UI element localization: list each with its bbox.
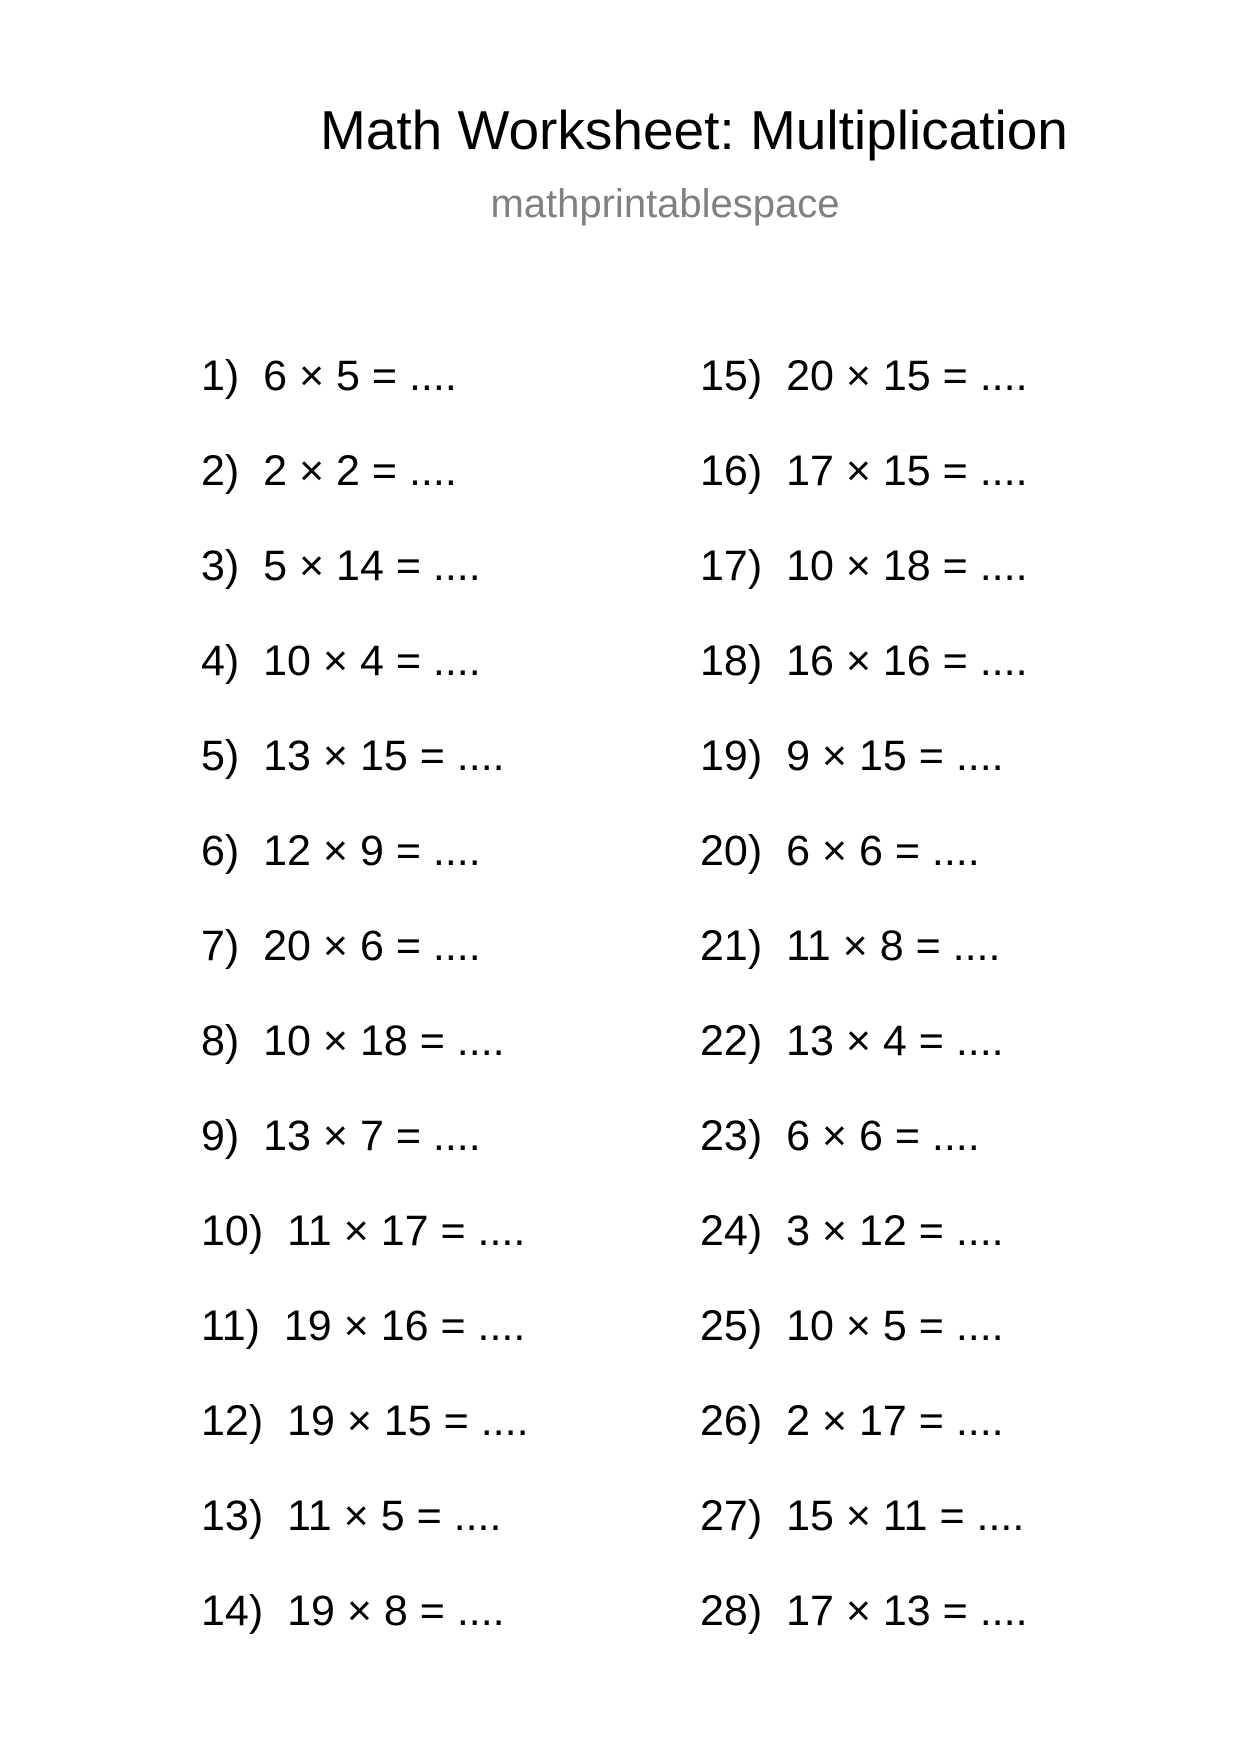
problem-item [201, 920, 529, 1015]
problem-expression: 5 × 14 = .... [263, 542, 481, 590]
problem-number: 23) [700, 1112, 763, 1160]
problem-item [201, 1490, 529, 1585]
problem-number: 8) [201, 1017, 240, 1065]
problem-expression: 9 × 15 = .... [786, 732, 1004, 780]
problem-number: 5) [201, 732, 240, 780]
problem-item [201, 635, 529, 730]
problem-item [700, 1015, 1028, 1110]
problem-number: 24) [700, 1207, 763, 1255]
problem-expression: 16 × 16 = .... [786, 637, 1028, 685]
problem-item [700, 730, 1028, 825]
problem-number: 10) [201, 1207, 264, 1255]
problem-expression: 6 × 5 = .... [263, 352, 457, 400]
problem-item [700, 445, 1028, 540]
problem-item [700, 825, 1028, 920]
problem-number: 11) [201, 1302, 260, 1350]
problem-item [201, 1300, 529, 1395]
problem-item [201, 730, 529, 825]
problem-number: 20) [700, 827, 763, 875]
problem-expression: 19 × 16 = .... [283, 1302, 526, 1350]
problem-expression: 10 × 5 = .... [786, 1302, 1004, 1350]
problem-number: 14) [201, 1587, 264, 1635]
problem-number: 17) [700, 542, 763, 590]
problem-expression: 20 × 6 = .... [263, 922, 481, 970]
problem-number: 22) [700, 1017, 763, 1065]
problem-number: 1) [201, 352, 240, 400]
problem-item [700, 1490, 1028, 1585]
problem-number: 27) [700, 1492, 763, 1540]
problem-expression: 17 × 15 = .... [786, 447, 1028, 495]
problem-number: 25) [700, 1302, 763, 1350]
problem-item [201, 1395, 529, 1490]
problem-number: 18) [700, 637, 763, 685]
problems-right-column [700, 350, 1028, 1680]
problem-item [700, 635, 1028, 730]
problem-expression: 11 × 5 = .... [287, 1492, 502, 1540]
problem-number: 7) [201, 922, 240, 970]
problem-item [700, 1585, 1028, 1680]
problem-expression: 13 × 4 = .... [786, 1017, 1004, 1065]
problem-expression: 17 × 13 = .... [786, 1587, 1028, 1635]
problem-expression: 3 × 12 = .... [786, 1207, 1004, 1255]
problem-expression: 10 × 18 = .... [263, 1017, 505, 1065]
problem-number: 15) [700, 352, 763, 400]
problem-item [201, 1585, 529, 1680]
problem-expression: 19 × 15 = .... [287, 1397, 529, 1445]
problem-number: 21) [700, 922, 763, 970]
problem-item [201, 445, 529, 540]
problem-number: 28) [700, 1587, 763, 1635]
problem-expression: 13 × 15 = .... [263, 732, 505, 780]
problem-number: 26) [700, 1397, 763, 1445]
problem-expression: 2 × 2 = .... [263, 447, 457, 495]
problem-expression: 2 × 17 = .... [786, 1397, 1004, 1445]
problem-item [201, 1205, 529, 1300]
problem-expression: 10 × 18 = .... [786, 542, 1028, 590]
problem-expression: 15 × 11 = .... [786, 1492, 1025, 1540]
problem-item [700, 1395, 1028, 1490]
problem-expression: 6 × 6 = .... [786, 1112, 980, 1160]
problem-item [201, 825, 529, 920]
problem-number: 3) [201, 542, 240, 590]
problem-expression: 19 × 8 = .... [287, 1587, 505, 1635]
problem-item [201, 540, 529, 635]
problem-item [700, 920, 1028, 1015]
problem-expression: 20 × 15 = .... [786, 352, 1028, 400]
problem-expression: 13 × 7 = .... [263, 1112, 481, 1160]
worksheet-subtitle: mathprintablespace [490, 182, 840, 226]
problem-item [700, 1300, 1028, 1395]
problem-item [201, 1110, 529, 1205]
problem-number: 19) [700, 732, 763, 780]
problem-item [700, 350, 1028, 445]
problem-item [201, 1015, 529, 1110]
problem-number: 4) [201, 637, 240, 685]
problem-number: 16) [700, 447, 763, 495]
problem-expression: 6 × 6 = .... [786, 827, 980, 875]
problem-item [700, 1110, 1028, 1205]
problem-number: 12) [201, 1397, 264, 1445]
problem-expression: 11 × 8 = .... [786, 922, 1001, 970]
problem-expression: 12 × 9 = .... [263, 827, 481, 875]
problem-number: 13) [201, 1492, 264, 1540]
problem-number: 6) [201, 827, 240, 875]
problem-number: 9) [201, 1112, 240, 1160]
problems-left-column [201, 350, 529, 1680]
problem-expression: 10 × 4 = .... [263, 637, 481, 685]
problem-item [201, 350, 529, 445]
problem-item [700, 1205, 1028, 1300]
problem-expression: 11 × 17 = .... [287, 1207, 526, 1255]
problem-item [700, 540, 1028, 635]
problem-number: 2) [201, 447, 240, 495]
worksheet-title: Math Worksheet: Multiplication [320, 99, 1068, 161]
